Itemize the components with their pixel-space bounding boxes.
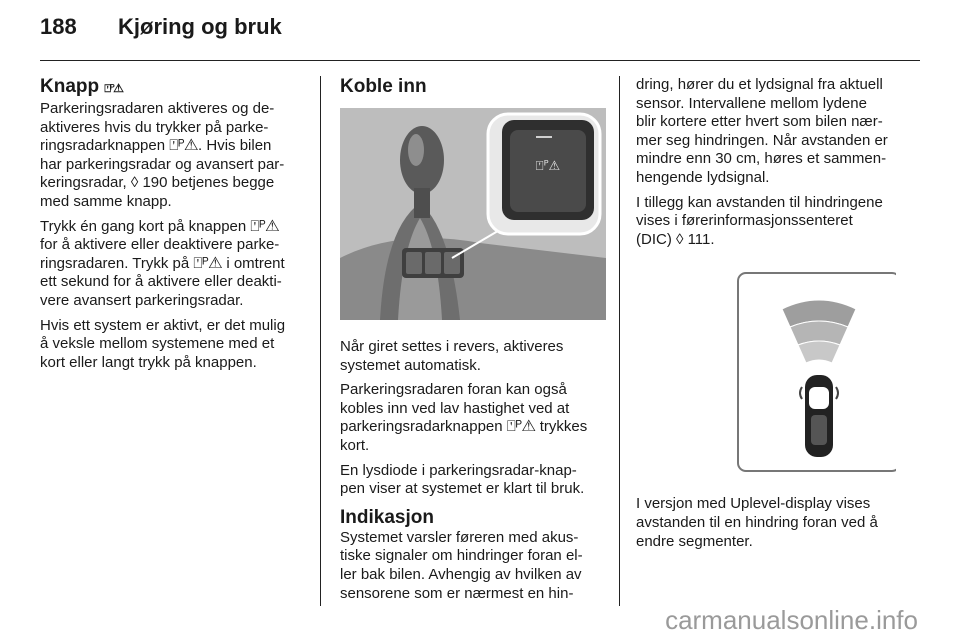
chapter-title: Kjøring og bruk	[118, 14, 282, 39]
paragraph: Parkeringsradaren aktiveres og de- aktiveres hvis du trykker på parke- ringsradarknappen ⍞ᴾ⚠. Hvis bilen har parkeringsradar og avansert par- keringsradar, ◊ 190 betjenes begge med samme knapp.	[40, 100, 285, 210]
column-divider-1	[320, 76, 321, 606]
heading-text: Knapp	[40, 76, 100, 97]
parking-radar-button-icon: ⍞ᴾ⚠	[104, 83, 123, 95]
paragraph: Hvis ett system er aktivt, er det mulig å veksle mellom systemene med et kort eller langt trykk på knappen.	[40, 316, 286, 371]
section-heading-knapp	[40, 76, 308, 100]
paragraph: Parkeringsradaren foran kan også kobles inn ved lav hastighet ved at parkeringsradarknappen ⍞ᴾ⚠ trykkes kort.	[340, 381, 588, 454]
section-heading-koble-inn: Koble inn	[340, 76, 427, 97]
gear-lever-button-photo	[340, 108, 606, 320]
paragraph: I versjon med Uplevel-display vises avstanden til en hindring foran ved å endre segmenter.	[636, 495, 878, 550]
paragraph: dring, hører du et lydsignal fra aktuell sensor. Intervallene mellom lydene blir kortere etter hvert som bilen nær- mer seg hindringen. Når avstanden er mindre enn 30 cm, høres et sammen- hengende lydsignal.	[636, 76, 888, 186]
svg-text:⍞ᴾ⚠: ⍞ᴾ⚠	[535, 159, 561, 174]
column-1	[40, 76, 308, 378]
page-number: 188	[40, 14, 77, 39]
page-header	[40, 14, 282, 54]
column-3	[636, 76, 920, 557]
paragraph: En lysdiode i parkeringsradar-knap- pen viser at systemet er klart til bruk.	[340, 461, 585, 498]
paragraph: I tillegg kan avstanden til hindringene vises i førerinformasjonssenteret (DIC) ◊ 111.	[636, 193, 883, 248]
watermark: carmanualsonline.info	[665, 605, 918, 635]
paragraph: Når giret settes i revers, aktiveres systemet automatisk.	[340, 338, 564, 374]
header-rule	[40, 60, 920, 61]
column-2	[340, 76, 608, 609]
paragraph: Systemet varsler føreren med akus- tiske signaler om hindringer foran el- ler bak bilen. Avhengig av hvilken av sensorene som er nærmest en hin-	[340, 528, 583, 602]
paragraph: Trykk én gang kort på knappen ⍞ᴾ⚠ for å aktivere eller deaktivere parke- ringsradaren. Trykk på ⍞ᴾ⚠ i omtrent ett sekund for å aktivere eller deakti- vere avansert parkeringsradar.	[40, 217, 285, 309]
section-heading-indikasjon: Indikasjon	[340, 506, 434, 528]
column-divider-2	[619, 76, 620, 606]
distance-segments-display-illustration	[686, 267, 896, 477]
